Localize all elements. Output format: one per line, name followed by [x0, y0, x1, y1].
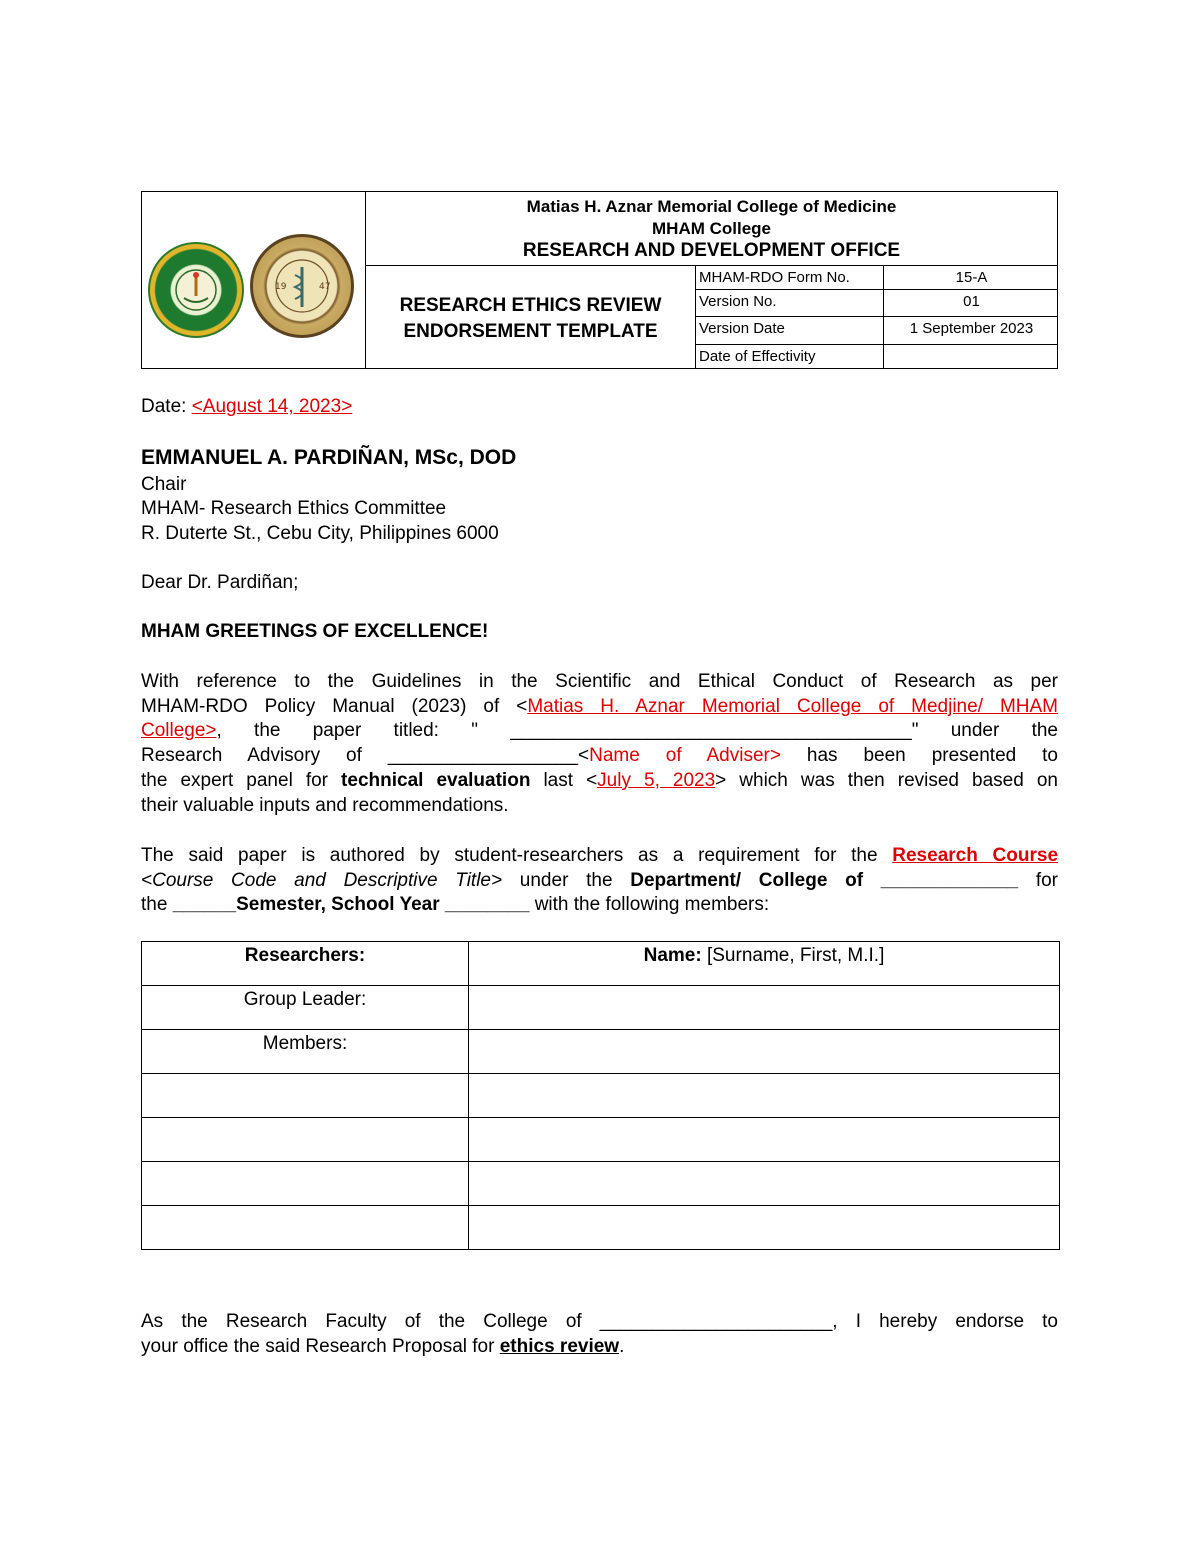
college-name: Matias H. Aznar Memorial College of Medicine: [526, 197, 897, 216]
group-leader-name-cell[interactable]: [469, 986, 1060, 1030]
researchers-header: Researchers:: [142, 942, 469, 986]
table-row: [142, 1030, 1060, 1074]
p3-line1: As the Research Faculty of the College of ______________________, I hereby endorse to: [141, 1311, 1058, 1332]
mham-college-seal-logo: [148, 242, 244, 338]
table-row: [142, 1162, 1060, 1206]
role-cell[interactable]: [142, 1162, 469, 1206]
form-no-label: MHAM-RDO Form No.: [699, 269, 850, 286]
role-cell[interactable]: [142, 1206, 469, 1250]
document-header-table: [141, 191, 1058, 369]
letter-date: [141, 395, 1058, 420]
table-row: [142, 986, 1060, 1030]
form-title: [366, 293, 695, 345]
recipient-address: R. Duterte St., Cebu City, Philippines 6000: [141, 523, 499, 544]
research-course-placeholder: Research Course: [892, 845, 1059, 866]
table-row: [142, 1074, 1060, 1118]
table-row: [142, 1206, 1060, 1250]
svg-text:47: 47: [319, 282, 331, 292]
mham-medicine-seal-logo: [250, 234, 354, 338]
form-no-value: 15-A: [955, 269, 988, 286]
recipient-name: EMMANUEL A. PARDIÑAN, MSc, DOD: [141, 446, 517, 469]
researchers-table: [141, 941, 1060, 1250]
member-name-cell[interactable]: [469, 1118, 1060, 1162]
college-short-name: MHAM College: [652, 219, 771, 238]
version-no-value: 01: [963, 293, 980, 310]
version-date-label: Version Date: [699, 320, 785, 337]
college-seal-emblem-icon: [150, 244, 242, 336]
p2-line2: <Course Code and Descriptive Title> under the Department/ College of _____________ for: [141, 870, 1059, 891]
p3-line2: your office the said Research Proposal for ethics review.: [141, 1336, 625, 1357]
greeting: MHAM GREETINGS OF EXCELLENCE!: [141, 621, 489, 642]
members-label: Members:: [142, 1030, 469, 1074]
ethics-review-text: ethics review: [499, 1336, 620, 1357]
p2-line1: The said paper is authored by student-researchers as a requirement for the Research Course: [141, 845, 1059, 866]
effectivity-date-label: Date of Effectivity: [699, 348, 816, 365]
member-name-cell[interactable]: [469, 1206, 1060, 1250]
role-cell[interactable]: [142, 1074, 469, 1118]
course-code-placeholder: <Course Code and Descriptive Title>: [141, 870, 503, 891]
table-header-row: [142, 942, 1060, 986]
name-header: Name: [Surname, First, M.I.]: [469, 942, 1060, 986]
member-name-cell[interactable]: [469, 1030, 1060, 1074]
p1-line3: College>, the paper titled: " ______________________________________" under the: [141, 720, 1058, 741]
p1-line2: MHAM-RDO Policy Manual (2023) of <Matias H. Aznar Memorial College of Medjine/ MHAM: [141, 696, 1058, 717]
form-title-line1: RESEARCH ETHICS REVIEW: [399, 295, 662, 316]
p1-line4: Research Advisory of __________________<Name of Adviser> has been presented to: [141, 745, 1058, 766]
recipient-title: Chair: [141, 474, 187, 495]
recipient-org: MHAM- Research Ethics Committee: [141, 498, 447, 519]
date-label: Date:: [141, 396, 192, 417]
adviser-placeholder: Name of Adviser>: [589, 745, 781, 766]
role-cell[interactable]: [142, 1118, 469, 1162]
p1-line5: the expert panel for technical evaluation last <July 5, 2023> which was then revised based on: [141, 770, 1058, 791]
p1-line6: their valuable inputs and recommendations.: [141, 795, 509, 816]
form-title-line2: ENDORSEMENT TEMPLATE: [403, 321, 658, 342]
member-name-cell[interactable]: [469, 1162, 1060, 1206]
member-name-cell[interactable]: [469, 1074, 1060, 1118]
salutation: Dear Dr. Pardiñan;: [141, 572, 299, 593]
date-value: <August 14, 2023>: [191, 396, 353, 417]
caduceus-icon: [253, 237, 351, 335]
table-row: [142, 1118, 1060, 1162]
office-name: RESEARCH AND DEVELOPMENT OFFICE: [522, 240, 901, 261]
evaluation-date-placeholder: July 5, 2023: [597, 770, 716, 791]
p1-line1: With reference to the Guidelines in the Scientific and Ethical Conduct of Research as per: [141, 671, 1058, 692]
group-leader-label: Group Leader:: [142, 986, 469, 1030]
version-date-value: 1 September 2023: [909, 320, 1034, 337]
college-placeholder: Matias H. Aznar Memorial College of Medjine/ MHAM: [527, 696, 1058, 717]
version-no-label: Version No.: [699, 293, 777, 310]
svg-text:19: 19: [275, 282, 287, 292]
p2-line3: the ______Semester, School Year ________ with the following members:: [141, 894, 770, 915]
